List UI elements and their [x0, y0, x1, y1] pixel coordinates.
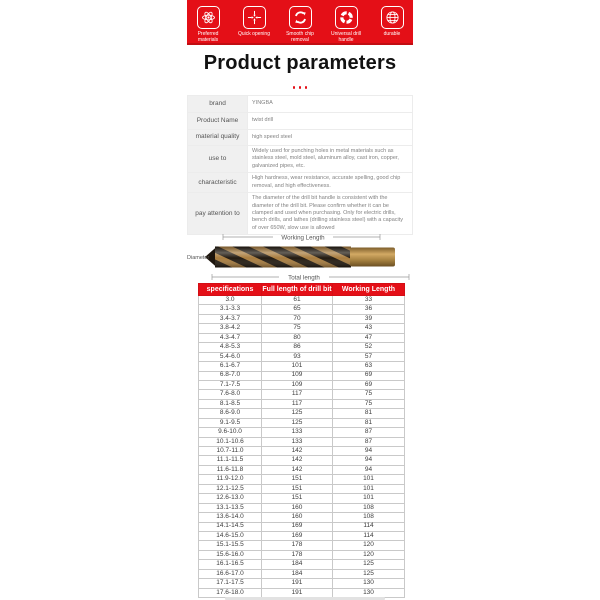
- spec-row: [199, 531, 405, 540]
- spec-row: [199, 437, 405, 446]
- spec-row: [199, 541, 405, 550]
- spec-cell: 70: [262, 314, 333, 323]
- spec-cell: 11.6-11.8: [199, 465, 262, 474]
- param-value: High hardness, wear resistance, accurate spelling, good chip removal, and high effectiveness.: [248, 173, 413, 193]
- spec-row: [199, 475, 405, 484]
- feature-universal-drill-handle: [326, 6, 367, 43]
- spec-cell: 125: [333, 560, 405, 569]
- spec-cell: 9.6-10.0: [199, 428, 262, 437]
- spec-cell: 5.4-6.0: [199, 352, 262, 361]
- param-row-product-name: [188, 113, 413, 130]
- spec-cell: 3.8-4.2: [199, 324, 262, 333]
- spec-cell: 130: [333, 579, 405, 588]
- spec-row: [199, 380, 405, 389]
- param-label: material quality: [188, 130, 248, 146]
- spec-cell: 142: [262, 447, 333, 456]
- spec-cell: 109: [262, 380, 333, 389]
- spec-cell: 184: [262, 560, 333, 569]
- param-label: Product Name: [188, 113, 248, 130]
- spec-cell: 108: [333, 513, 405, 522]
- spec-cell: 39: [333, 314, 405, 323]
- spec-row: [199, 494, 405, 503]
- spec-header-working-length: Working Length: [333, 284, 405, 296]
- total-length-label: Total length: [288, 274, 320, 282]
- spec-cell: 151: [262, 484, 333, 493]
- spec-cell: 75: [262, 324, 333, 333]
- spec-cell: 11.1-11.5: [199, 456, 262, 465]
- spec-cell: 184: [262, 569, 333, 578]
- spec-row: [199, 371, 405, 380]
- spec-cell: 75: [333, 390, 405, 399]
- spec-cell: 8.1-8.5: [199, 399, 262, 408]
- spec-cell: 14.6-15.0: [199, 531, 262, 540]
- spec-cell: 101: [333, 484, 405, 493]
- spec-cell: 47: [333, 333, 405, 342]
- spec-cell: 114: [333, 531, 405, 540]
- param-row-characteristic: [188, 173, 413, 193]
- spec-cell: 63: [333, 362, 405, 371]
- spec-cell: 15.6-16.0: [199, 550, 262, 559]
- spec-cell: 94: [333, 465, 405, 474]
- spec-cell: 191: [262, 588, 333, 597]
- param-value: high speed steel: [248, 130, 413, 146]
- spec-cell: 125: [262, 409, 333, 418]
- spec-cell: 178: [262, 541, 333, 550]
- feature-quick-opening: [234, 6, 275, 43]
- spec-row: [199, 550, 405, 559]
- spec-cell: 151: [262, 494, 333, 503]
- param-value: twist drill: [248, 113, 413, 130]
- spec-cell: 3.0: [199, 296, 262, 305]
- feature-preferred-materials: [188, 6, 229, 43]
- spec-cell: 81: [333, 409, 405, 418]
- param-label: use to: [188, 146, 248, 173]
- spec-cell: 61: [262, 296, 333, 305]
- spec-row: [199, 343, 405, 352]
- spec-cell: 6.8-7.0: [199, 371, 262, 380]
- spec-row: [199, 418, 405, 427]
- spec-cell: 87: [333, 428, 405, 437]
- spec-cell: 43: [333, 324, 405, 333]
- spec-row: [199, 456, 405, 465]
- spec-cell: 12.1-12.5: [199, 484, 262, 493]
- diameter-label: Diameter: [187, 255, 210, 261]
- spec-cell: 101: [333, 494, 405, 503]
- spec-cell: 11.9-12.0: [199, 475, 262, 484]
- spec-row: [199, 296, 405, 305]
- param-value: The diameter of the drill bit handle is consistent with the diameter of the drill bit. Please confirm whether it can be clamped and used when purchasing. Only for electric drills, bench drills, and lathes (drilling stainless steel) with a capacity of over 650W, slow use is allowed: [248, 193, 413, 235]
- dot: [299, 86, 302, 89]
- spec-cell: 10.7-11.0: [199, 447, 262, 456]
- spec-cell: 36: [333, 305, 405, 314]
- spec-cell: 160: [262, 513, 333, 522]
- spec-cell: 15.1-15.5: [199, 541, 262, 550]
- spec-cell: 69: [333, 371, 405, 380]
- lifebuoy-icon: [335, 6, 358, 29]
- spec-cell: 93: [262, 352, 333, 361]
- feature-label: durable: [383, 31, 401, 37]
- spec-cell: 16.1-16.5: [199, 560, 262, 569]
- spec-cell: 13.6-14.0: [199, 513, 262, 522]
- spec-row: [199, 314, 405, 323]
- spec-cell: 160: [262, 503, 333, 512]
- spec-header-full-length: Full length of drill bit: [262, 284, 333, 296]
- spec-cell: 75: [333, 399, 405, 408]
- spec-row: [199, 484, 405, 493]
- spec-cell: 7.6-8.0: [199, 390, 262, 399]
- feature-banner: [187, 0, 413, 45]
- spec-cell: 94: [333, 456, 405, 465]
- feature-label: Quick opening: [238, 31, 270, 37]
- spec-cell: 16.6-17.0: [199, 569, 262, 578]
- refresh-arrows-icon: [289, 6, 312, 29]
- spec-cell: 9.1-9.5: [199, 418, 262, 427]
- spec-row: [199, 390, 405, 399]
- feature-smooth-chip-removal: [280, 6, 321, 43]
- arrows-in-icon: [243, 6, 266, 29]
- spec-cell: 3.4-3.7: [199, 314, 262, 323]
- title-divider-dots: [0, 86, 600, 89]
- spec-cell: 133: [262, 437, 333, 446]
- spec-table: [198, 283, 405, 598]
- spec-row: [199, 333, 405, 342]
- spec-cell: 117: [262, 390, 333, 399]
- spec-cell: 125: [262, 418, 333, 427]
- spec-table-body: [199, 296, 405, 598]
- spec-cell: 94: [333, 447, 405, 456]
- spec-header-specifications: specifications: [199, 284, 262, 296]
- spec-row: [199, 324, 405, 333]
- spec-row: [199, 447, 405, 456]
- spec-cell: 120: [333, 541, 405, 550]
- spec-cell: 65: [262, 305, 333, 314]
- spec-cell: 14.1-14.5: [199, 522, 262, 531]
- spec-cell: 114: [333, 522, 405, 531]
- spec-cell: 125: [333, 569, 405, 578]
- spec-row: [199, 579, 405, 588]
- spec-row: [199, 560, 405, 569]
- param-value: Widely used for punching holes in metal materials such as stainless steel, mold steel, aluminum alloy, cast iron, copper, galvanized pipes, etc.: [248, 146, 413, 173]
- spec-row: [199, 569, 405, 578]
- spec-cell: 120: [333, 550, 405, 559]
- spec-cell: 52: [333, 343, 405, 352]
- feature-label: Preferred materials: [197, 31, 219, 43]
- feature-durable: [372, 6, 413, 43]
- spec-cell: 133: [262, 428, 333, 437]
- param-row-pay-attention: [188, 193, 413, 235]
- param-row-material-quality: [188, 130, 413, 146]
- spec-cell: 142: [262, 465, 333, 474]
- param-row-brand: [188, 96, 413, 113]
- spec-cell: 101: [262, 362, 333, 371]
- spec-cell: 130: [333, 588, 405, 597]
- param-label: pay attention to: [188, 193, 248, 235]
- spec-row: [199, 305, 405, 314]
- spec-cell: 86: [262, 343, 333, 352]
- spec-cell: 117: [262, 399, 333, 408]
- spec-cell: 80: [262, 333, 333, 342]
- spec-cell: 87: [333, 437, 405, 446]
- spec-cell: 13.1-13.5: [199, 503, 262, 512]
- feature-label: Smooth chip removal: [286, 31, 314, 43]
- spec-row: [199, 399, 405, 408]
- param-label: brand: [188, 96, 248, 113]
- spec-row: [199, 522, 405, 531]
- drill-bit-image: [205, 247, 395, 268]
- spec-row: [199, 465, 405, 474]
- spec-cell: 142: [262, 456, 333, 465]
- dot: [305, 86, 308, 89]
- spec-cell: 10.1-10.6: [199, 437, 262, 446]
- spec-cell: 4.3-4.7: [199, 333, 262, 342]
- spec-row: [199, 362, 405, 371]
- param-label: characteristic: [188, 173, 248, 193]
- page-title: Product parameters: [203, 52, 397, 74]
- spec-row: [199, 409, 405, 418]
- spec-cell: 17.1-17.5: [199, 579, 262, 588]
- working-length-label: Working Length: [281, 234, 325, 242]
- spec-cell: 57: [333, 352, 405, 361]
- spec-row: [199, 352, 405, 361]
- spec-cell: 17.6-18.0: [199, 588, 262, 597]
- spec-cell: 109: [262, 371, 333, 380]
- spec-cell: 6.1-6.7: [199, 362, 262, 371]
- spec-cell: 178: [262, 550, 333, 559]
- spec-header-row: [199, 284, 405, 296]
- feature-label: Universal drill handle: [330, 31, 361, 43]
- spec-row: [199, 513, 405, 522]
- spec-cell: 191: [262, 579, 333, 588]
- spec-row: [199, 503, 405, 512]
- spec-cell: 169: [262, 522, 333, 531]
- spec-cell: 108: [333, 503, 405, 512]
- drill-diagram: [187, 232, 413, 284]
- spec-cell: 12.6-13.0: [199, 494, 262, 503]
- spec-cell: 3.1-3.3: [199, 305, 262, 314]
- spec-cell: 169: [262, 531, 333, 540]
- param-value: YINGBA: [248, 96, 413, 113]
- spec-cell: 7.1-7.5: [199, 380, 262, 389]
- spec-cell: 81: [333, 418, 405, 427]
- param-table: [187, 95, 413, 235]
- spec-cell: 33: [333, 296, 405, 305]
- dot: [293, 86, 296, 89]
- spec-cell: 101: [333, 475, 405, 484]
- atom-icon: [197, 6, 220, 29]
- spec-cell: 4.8-5.3: [199, 343, 262, 352]
- spec-row: [199, 428, 405, 437]
- globe-icon: [381, 6, 404, 29]
- spec-cell: 69: [333, 380, 405, 389]
- param-row-use-to: [188, 146, 413, 173]
- spec-cell: 8.6-9.0: [199, 409, 262, 418]
- spec-cell: 151: [262, 475, 333, 484]
